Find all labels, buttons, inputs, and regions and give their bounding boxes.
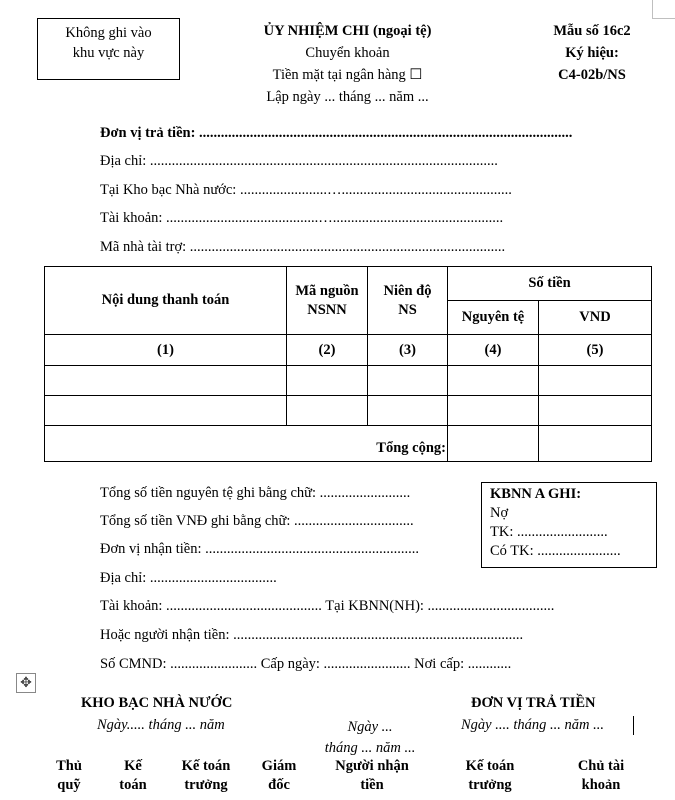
sign-account-owner [563, 757, 639, 795]
sign-accountant-1: Kế [124, 758, 142, 774]
no-write-line-1: Không ghi vào [65, 25, 152, 41]
payer-sign-title: ĐƠN VỊ TRẢ TIỀN [471, 695, 596, 711]
middle-date [300, 717, 440, 759]
symbol-label: Ký hiệu: [565, 45, 619, 61]
sign-chief-accountant-1: Kế toán [181, 758, 231, 774]
cash-at-bank-label: Tiền mặt tại ngân hàng [272, 67, 406, 83]
payment-table [44, 266, 652, 462]
sign-accountant [108, 757, 158, 795]
sign-cashier [46, 757, 92, 795]
total-label: Tổng cộng: [45, 426, 448, 462]
sign-accountant-2: toán [119, 777, 147, 793]
col-number-3: (3) [368, 335, 448, 366]
sign-director-2: đốc [268, 777, 290, 793]
table-cell[interactable] [368, 396, 448, 426]
header-budget-year [368, 267, 448, 335]
table-cell[interactable] [368, 366, 448, 396]
header-vnd: VND [539, 301, 652, 335]
middle-date-line-1: Ngày ... [347, 719, 393, 735]
kbnn-record-box [481, 482, 657, 568]
payee-address-field[interactable]: Địa chỉ: ................................... [100, 570, 277, 586]
table-cell[interactable] [287, 396, 368, 426]
payer-treasury-field[interactable]: Tại Kho bạc Nhà nước: ........................…............................................... [100, 182, 512, 198]
header-budget-source [287, 267, 368, 335]
sign-payer-chief-accountant-1: Kế toán [465, 758, 515, 774]
header-payment-content: Nội dung thanh toán [45, 267, 287, 335]
sign-recipient-2: tiền [360, 777, 384, 793]
kbnn-box-title: KBNN A GHI: [490, 486, 582, 502]
header-budget-year-1: Niên độ [383, 282, 432, 299]
sign-chief-accountant [170, 757, 242, 795]
sign-cashier-1: Thủ [56, 758, 82, 774]
sign-director-1: Giám [261, 758, 297, 774]
col-number-5: (5) [539, 335, 652, 366]
table-cell[interactable] [448, 366, 539, 396]
payer-sign-date: Ngày .... tháng ... năm ... [461, 717, 604, 733]
sign-recipient-1: Người nhận [335, 758, 409, 774]
symbol-code: C4-02b/NS [558, 67, 626, 83]
table-cell[interactable] [448, 396, 539, 426]
payer-unit-line[interactable] [100, 125, 572, 142]
created-date-line: Lập ngày ... tháng ... năm ... [266, 89, 429, 105]
transfer-label: Chuyển khoản [305, 45, 390, 61]
sign-chief-accountant-2: trưởng [184, 777, 228, 793]
payee-unit-field[interactable]: Đơn vị nhận tiền: ........................................................... [100, 541, 419, 557]
treasury-date: Ngày..... tháng ... năm [97, 717, 225, 733]
total-vnd-cell[interactable] [539, 426, 652, 462]
document-title: ỦY NHIỆM CHI (ngoại tệ) [263, 23, 432, 39]
payer-address-field[interactable]: Địa chỉ: ................................................................................................ [100, 153, 498, 169]
sign-payer-chief-accountant-2: trưởng [468, 777, 512, 793]
sign-payer-chief-accountant [452, 757, 528, 795]
table-row [45, 396, 652, 426]
header-budget-year-2: NS [398, 301, 417, 318]
id-card-field[interactable]: Số CMND: ........................ Cấp ngày: ........................ Nơi cấp: ............ [100, 656, 512, 672]
sign-account-owner-2: khoản [581, 777, 621, 793]
header-foreign-currency: Nguyên tệ [448, 301, 539, 335]
form-number: Mẫu số 16c2 [553, 23, 631, 39]
table-move-handle-icon[interactable] [16, 673, 36, 693]
page-corner-mark [652, 0, 653, 18]
header-budget-source-2: NSNN [307, 301, 347, 318]
middle-date-line-2: tháng ... năm ... [324, 740, 416, 756]
sign-cashier-2: quỹ [57, 777, 81, 793]
header-amount: Số tiền [448, 267, 652, 301]
cash-at-bank-line [200, 64, 495, 86]
table-cell[interactable] [287, 366, 368, 396]
move-glyph: ✥ [20, 675, 32, 691]
no-write-line-2: khu vực này [72, 45, 145, 61]
table-cell[interactable] [45, 366, 287, 396]
sponsor-code-field[interactable]: Mã nhà tài trợ: ....................................................................................... [100, 239, 506, 255]
form-code [527, 20, 657, 86]
table-cell[interactable] [539, 396, 652, 426]
cash-checkbox[interactable]: ☐ [409, 67, 423, 83]
sign-recipient [322, 757, 422, 795]
sign-account-owner-1: Chủ tài [577, 758, 625, 774]
text-cursor [633, 716, 634, 735]
col-number-4: (4) [448, 335, 539, 366]
kbnn-tk-field[interactable]: TK: ......................... [490, 524, 608, 540]
table-cell[interactable] [45, 396, 287, 426]
page-corner-mark-h [652, 18, 675, 19]
table-row [45, 366, 652, 396]
kbnn-credit-field[interactable]: Có TK: ....................... [490, 543, 621, 559]
vnd-amount-words-field[interactable]: Tổng số tiền VNĐ ghi bằng chữ: ................................. [100, 513, 414, 529]
treasury-title: KHO BẠC NHÀ NƯỚC [81, 695, 233, 711]
kbnn-debit-label: Nợ [490, 505, 509, 521]
document-header [200, 20, 495, 108]
payer-unit-field[interactable]: ....................................................................................................... [195, 125, 573, 141]
no-write-box [37, 18, 180, 80]
total-foreign-cell[interactable] [448, 426, 539, 462]
header-budget-source-1: Mã nguồn [295, 282, 359, 299]
payee-person-field[interactable]: Hoặc người nhận tiền: ................................................................................ [100, 627, 524, 643]
payer-account-field[interactable]: Tài khoản: ..........................................…............................................... [100, 210, 504, 226]
col-number-2: (2) [287, 335, 368, 366]
payer-unit-label: Đơn vị trả tiền: [100, 125, 196, 141]
foreign-amount-words-field[interactable]: Tổng số tiền nguyên tệ ghi bằng chữ: ......................... [100, 485, 411, 501]
payee-account-field[interactable]: Tài khoản: ........................................... Tại KBNN(NH): ................................... [100, 598, 555, 614]
col-number-1: (1) [45, 335, 287, 366]
table-cell[interactable] [539, 366, 652, 396]
sign-director [251, 757, 307, 795]
